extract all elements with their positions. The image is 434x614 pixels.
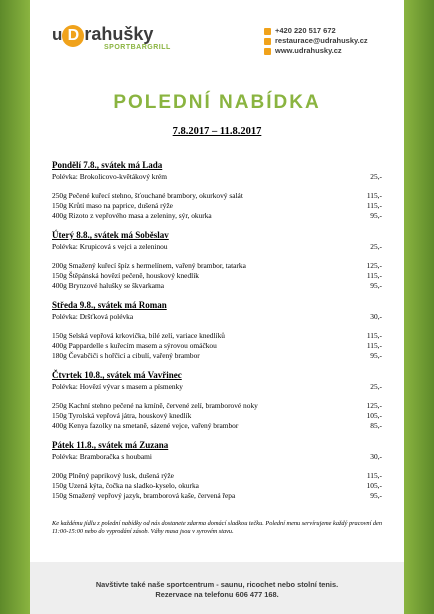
item-price: 125,- [366,401,382,410]
logo-name: rahušky [84,24,154,44]
dish-item [52,481,382,491]
item-price: 115,- [366,191,382,200]
logo-subtitle: SPORTBARGRILL [104,44,171,51]
item-price: 85,- [370,421,382,430]
item-price: 25,- [370,242,382,251]
item-name: 400g Pappardelle s kuřecím masem a sýrovou omáčkou [52,341,217,350]
logo-d-badge: D [62,25,84,47]
item-price: 115,- [366,471,382,480]
item-name: 150g Tyrolská vepřová játra, houskový knedlík [52,411,192,420]
item-name: 400g Kenya fazolky na smetaně, sázené vejce, vařený brambor [52,421,239,430]
soup-item [52,312,382,322]
page-title: POLEDNÍ NABÍDKA [113,92,321,113]
menu-note: Ke každému jídlu z polední nabídky od nás dostanete zdarma domácí sladkou tečku. Polední menu servírujeme každý pracovní den 11:00-15:00 nebo do vyprodání zásob. Váhy masa jsou v syrovém stavu. [52,520,382,535]
email-row [264,36,368,46]
item-name: 150g Štěpánská hovězí pečeně, houskový knedlík [52,271,199,280]
item-price: 95,- [370,351,382,360]
item-name: 200g Smažený kuřecí špíz s hermelínem, vařený brambor, tatarka [52,261,246,270]
weekly-menu [52,160,382,510]
item-name: Polévka: Dršťková polévka [52,312,134,321]
dish-item [52,351,382,361]
day-friday [52,440,382,501]
item-price: 105,- [366,411,382,420]
item-price: 115,- [366,331,382,340]
item-name: 400g Brynzové halušky se škvarkama [52,281,165,290]
item-price: 115,- [366,201,382,210]
dish-item [52,411,382,421]
day-thursday [52,370,382,431]
item-price: 115,- [366,341,382,350]
phone-row [264,26,368,36]
item-price: 115,- [366,271,382,280]
dish-item [52,341,382,351]
dish-item [52,491,382,501]
soup-item [52,242,382,252]
soup-item [52,382,382,392]
dish-item [52,191,382,201]
day-title: Středa 9.8., svátek má Roman [52,300,167,310]
item-name: 150g Krůtí maso na paprice, dušená rýže [52,201,173,210]
phone-number: +420 220 517 672 [275,26,336,35]
item-name: 150g Uzená kýta, čočka na sladko-kyselo, okurka [52,481,199,490]
footer-line-reservation: Rezervace na telefonu 606 477 168. [155,590,279,599]
day-title: Pondělí 7.8., svátek má Lada [52,160,163,170]
dish-item [52,331,382,341]
phone-icon [264,28,271,35]
item-price: 125,- [366,261,382,270]
dish-item [52,421,382,431]
right-green-border [404,0,434,614]
day-tuesday [52,230,382,291]
contact-block [264,26,368,56]
footer-text [30,580,404,600]
day-title: Pátek 11.8., svátek má Zuzana [52,440,169,450]
restaurant-logo [52,24,171,51]
item-price: 95,- [370,281,382,290]
item-price: 95,- [370,491,382,500]
item-price: 95,- [370,211,382,220]
dish-item [52,261,382,271]
date-range: 7.8.2017 – 11.8.2017 [172,126,262,137]
item-name: Polévka: Bramboračka s houbami [52,452,152,461]
item-name: 200g Plněný paprikový lusk, dušená rýže [52,471,174,480]
dish-item [52,281,382,291]
dish-item [52,201,382,211]
header [30,0,404,62]
dish-item [52,211,382,221]
dish-item [52,471,382,481]
soup-item [52,452,382,462]
item-name: 250g Kachní stehno pečené na kmíně, červené zelí, bramborové noky [52,401,258,410]
item-name: 180g Čevabčiči s hořčicí a cibulí, vařený brambor [52,351,200,360]
item-price: 25,- [370,382,382,391]
item-price: 25,- [370,172,382,181]
globe-icon [264,48,271,55]
item-name: 150g Smažený vepřový jazyk, bramborová kaše, červená řepa [52,491,236,500]
day-monday [52,160,382,221]
day-wednesday [52,300,382,361]
item-name: Polévka: Hovězí vývar s masem a písmenky [52,382,183,391]
item-name: 400g Rizoto z vepřového masa a zeleniny, sýr, okurka [52,211,212,220]
dish-item [52,401,382,411]
left-green-border [0,0,30,614]
dish-item [52,271,382,281]
soup-item [52,172,382,182]
website: www.udrahusky.cz [275,46,342,55]
item-name: Polévka: Krupicová s vejci a zeleninou [52,242,168,251]
menu-sheet [30,0,404,614]
web-row [264,46,368,56]
footer [30,562,404,614]
item-name: 250g Pečené kuřecí stehno, šťouchané brambory, okurkový salát [52,191,243,200]
mail-icon [264,38,271,45]
item-name: Polévka: Brokolicovo-květákový krém [52,172,167,181]
logo-u: u [52,25,63,44]
footer-line-sport: Navštivte také naše sportcentrum - saunu, ricochet nebo stolní tenis. [95,580,339,589]
item-name: 150g Selská vepřová krkovička, bílé zelí, variace knedlíků [52,331,226,340]
day-title: Čtvrtek 10.8., svátek má Vavřinec [52,370,182,380]
email-address: restaurace@udrahusky.cz [275,36,368,45]
day-title: Úterý 8.8., svátek má Soběslav [52,230,169,240]
item-price: 30,- [370,312,382,321]
item-price: 105,- [366,481,382,490]
item-price: 30,- [370,452,382,461]
